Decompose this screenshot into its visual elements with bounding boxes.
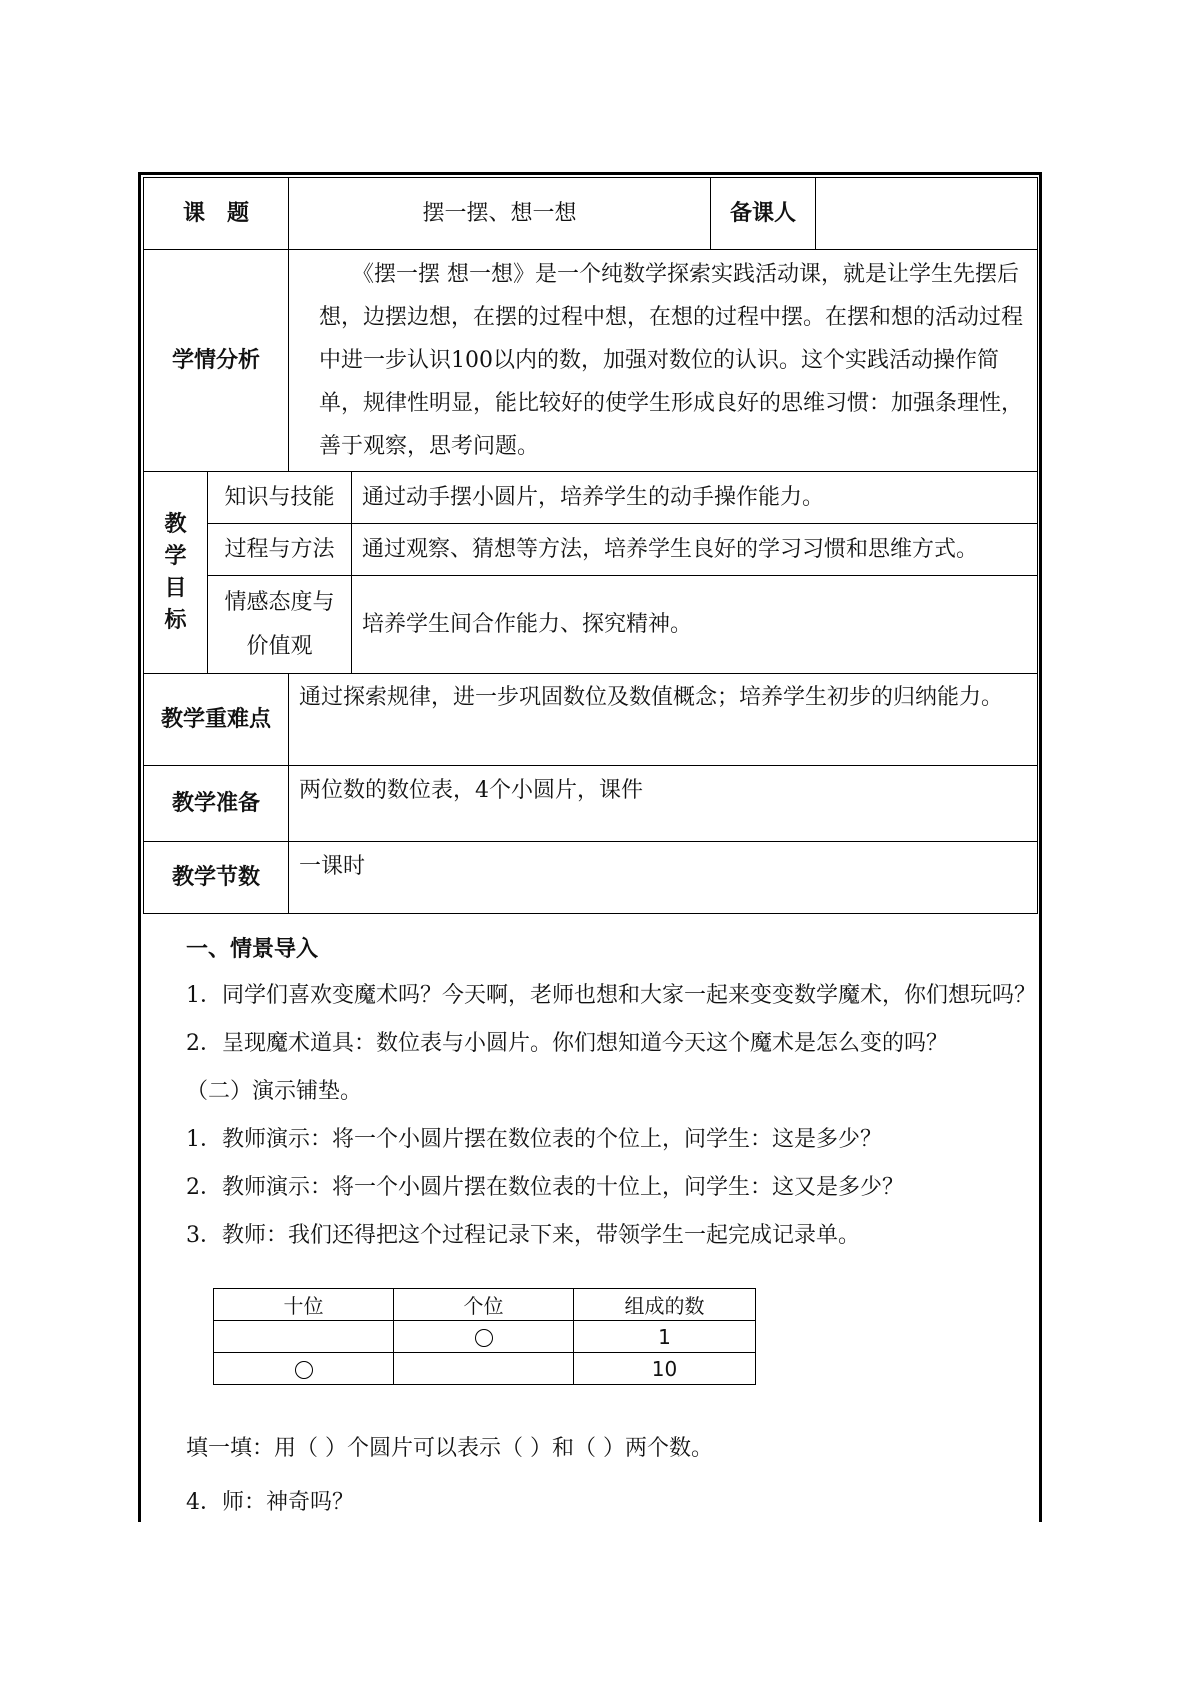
goal-text: 通过观察、猜想等方法，培养学生良好的学习习惯和思维方式。 — [352, 524, 1038, 576]
prep-row — [144, 766, 1038, 842]
record-row — [214, 1353, 756, 1385]
goal-row — [144, 576, 1038, 674]
paragraph: 2．呈现魔术道具：数位表与小圆片。你们想知道今天这个魔术是怎么变的吗？ — [186, 1031, 948, 1056]
circle-chip-icon — [475, 1329, 493, 1347]
topic-row — [144, 178, 1038, 250]
record-table — [213, 1288, 756, 1385]
goals-label: 教 学 目 标 — [144, 472, 208, 674]
analysis-text: 《摆一摆 想一想》是一个纯数学探索实践活动课，就是让学生先摆后想，边摆边想，在摆的过程中想，在想的过程中摆。在摆和想的活动过程中进一步认识100以内的数，加强对数位的认识。这个实践活动操作简单，规律性明显，能比较好的使学生形成良好的思维习惯：加强条理性，善于观察，思考问题。 — [289, 250, 1038, 472]
record-ones-cell — [394, 1321, 574, 1353]
paragraph: 3．教师：我们还得把这个过程记录下来，带领学生一起完成记录单。 — [186, 1223, 860, 1248]
paragraph: 4．师：神奇吗？ — [186, 1490, 354, 1515]
section-heading: 一、情景导入 — [186, 937, 319, 962]
goal-row — [144, 472, 1038, 524]
paragraph: 1．同学们喜欢变魔术吗？今天啊，老师也想和大家一起来变变数学魔术，你们想玩吗？ — [186, 983, 1036, 1008]
goal-row — [144, 524, 1038, 576]
goal-label: 情感态度与价值观 — [208, 576, 352, 674]
record-ones-cell — [394, 1353, 574, 1385]
record-tens-cell — [214, 1353, 394, 1385]
after-table-text — [186, 1422, 1036, 1530]
keypoints-text: 通过探索规律，进一步巩固数位及数值概念；培养学生初步的归纳能力。 — [289, 674, 1038, 766]
topic-label: 课 题 — [144, 178, 289, 250]
keypoints-label: 教学重难点 — [144, 674, 289, 766]
record-header: 个位 — [394, 1289, 574, 1321]
circle-chip-icon — [295, 1361, 313, 1379]
record-tens-cell — [214, 1321, 394, 1353]
paragraph: 2．教师演示：将一个小圆片摆在数位表的十位上，问学生：这又是多少？ — [186, 1175, 904, 1200]
analysis-row — [144, 250, 1038, 472]
paragraph: 1．教师演示：将一个小圆片摆在数位表的个位上，问学生：这是多少？ — [186, 1127, 882, 1152]
periods-label: 教学节数 — [144, 842, 289, 914]
record-row — [214, 1321, 756, 1353]
goal-label: 知识与技能 — [208, 472, 352, 524]
analysis-label: 学情分析 — [144, 250, 289, 472]
goal-label: 过程与方法 — [208, 524, 352, 576]
goal-text: 通过动手摆小圆片，培养学生的动手操作能力。 — [352, 472, 1038, 524]
prep-label: 教学准备 — [144, 766, 289, 842]
record-number-cell: 10 — [574, 1353, 756, 1385]
preparer-value — [816, 178, 1038, 250]
record-header: 十位 — [214, 1289, 394, 1321]
fill-in-exercise: 填一填：用（ ）个圆片可以表示（ ）和（ ）两个数。 — [186, 1436, 713, 1461]
lesson-plan-table — [143, 177, 1038, 914]
section-heading: （二）演示铺垫。 — [186, 1079, 363, 1104]
preparer-label: 备课人 — [711, 178, 816, 250]
topic-value: 摆一摆、想一想 — [289, 178, 711, 250]
teaching-process — [186, 928, 1036, 1260]
record-header: 组成的数 — [574, 1289, 756, 1321]
periods-text: 一课时 — [289, 842, 1038, 914]
keypoints-row — [144, 674, 1038, 766]
record-number-cell: 1 — [574, 1321, 756, 1353]
goal-text: 培养学生间合作能力、探究精神。 — [352, 576, 1038, 674]
record-header-row — [214, 1289, 756, 1321]
periods-row — [144, 842, 1038, 914]
prep-text: 两位数的数位表，4个小圆片，课件 — [289, 766, 1038, 842]
